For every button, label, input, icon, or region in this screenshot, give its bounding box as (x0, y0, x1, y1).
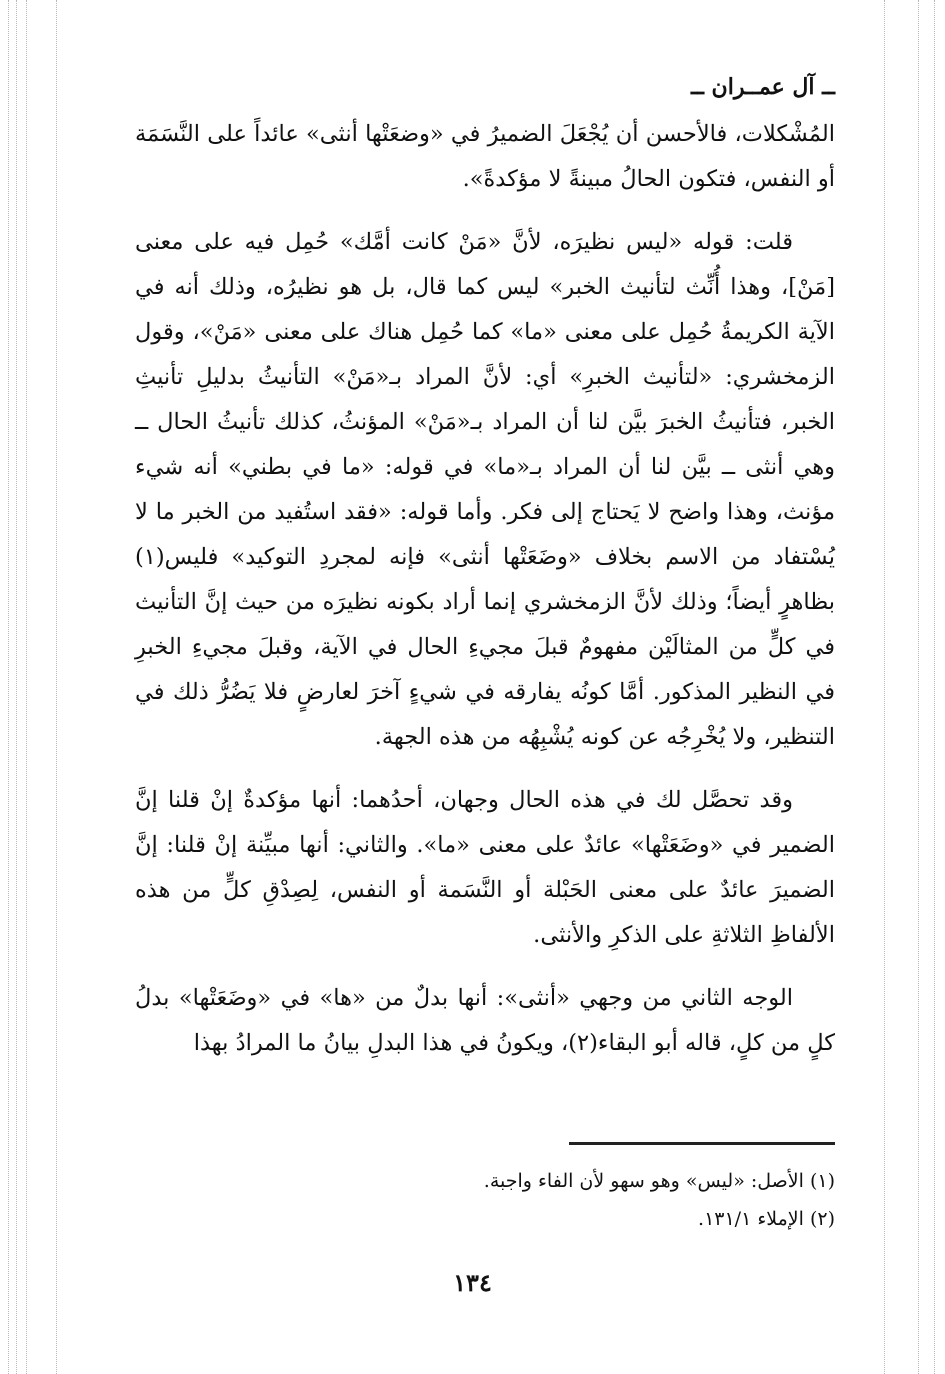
scan-margin-line (934, 0, 935, 1374)
running-header: ــ آل عمــران ــ (691, 74, 835, 100)
scan-margin-line (918, 0, 919, 1374)
footnotes (135, 1162, 835, 1238)
scan-margin-line (8, 0, 9, 1374)
footnote-separator (569, 1142, 835, 1145)
body-text (135, 112, 835, 1066)
scan-margin-line (56, 0, 57, 1374)
scan-margin-line (16, 0, 17, 1374)
footnote: (٢) الإملاء ١٣١/١. (698, 1208, 835, 1230)
paragraph: وقد تحصَّل لك في هذه الحال وجهان، أحدُهما: أنها مؤكدةٌ إنْ قلنا إنَّ الضمير في «وضَعَتْها» عائدٌ على معنى «ما». والثاني: أنها مبيِّنة إنْ قلنا: إنَّ الضميرَ عائدٌ على معنى الحَبْلة أو النَّسَمة أو النفس، لِصِدْقِ كلٍّ من هذه الألفاظِ الثلاثةِ على الذكرِ والأنثى. (135, 787, 835, 948)
page-number: ١٣٤ (453, 1268, 492, 1297)
paragraph: المُشْكلات، فالأحسن أن يُجْعَلَ الضميرُ في «وضعَتْها أنثى» عائداً على النَّسَمَة أو النفس، فتكون الحالُ مبينةً لا مؤكدةً». (135, 121, 835, 192)
scan-margin-line (26, 0, 27, 1374)
paragraph: قلت: قوله «ليس نظيرَه، لأنَّ «مَنْ كانت أمَّك» حُمِل فيه على معنى [مَنْ]، وهذا أُنِّث لتأنيث الخبر» ليس كما قال، بل هو نظيرُه، وذلك أنه في الآية الكريمةُ حُمِل على معنى «ما» كما حُمِل هناك على معنى «مَنْ»، وقول الزمخشري: «لتأنيث الخبرِ» أي: لأنَّ المراد بـ«مَنْ» التأنيثُ بدليلِ تأنيثِ الخبر، فتأنيثُ الخبرَ بيَّن لنا أن المراد بـ«مَنْ» المؤنثُ، كذلك تأنيثُ الحال ــ وهي أنثى ــ بيَّن لنا أن المراد بـ«ما» في قوله: «ما في بطني» أنه شيء مؤنث، وهذا واضح لا يَحتاج إلى فكر. وأما قوله: «فقد استُفيد من الخبر ما لا يُسْتفاد من الاسم بخلاف «وضَعَتْها أنثى» فإنه لمجردِ التوكيد» فليس(١) بظاهرٍ أيضاً؛ وذلك لأنَّ الزمخشري إنما أراد بكونه نظيرَه من حيث إنَّ التأنيث في كلٍّ من المثالَيْن مفهومٌ قبلَ مجيءِ الحال في الآية، وقبلَ مجيءِ الخبرِ في النظير المذكور. أمَّا كونُه يفارقه في شيءٍ آخرَ لعارضٍ فلا يَضُرُّ ذلك في التنظير، ولا يُخْرِجُه عن كونه يُشْبِهُه من هذه الجهة. (135, 229, 835, 750)
footnote: (١) الأصل: «ليس» وهو سهو لأن الفاء واجبة. (483, 1170, 835, 1192)
scan-margin-line (884, 0, 885, 1374)
paragraph: الوجه الثاني من وجهي «أنثى»: أنها بدلٌ من «ها» في «وضَعَتْها» بدلُ كلٍ من كلٍ، قاله أبو البقاء(٢)، ويكونُ في هذا البدلِ بيانُ ما المرادُ بهذا (135, 985, 835, 1056)
